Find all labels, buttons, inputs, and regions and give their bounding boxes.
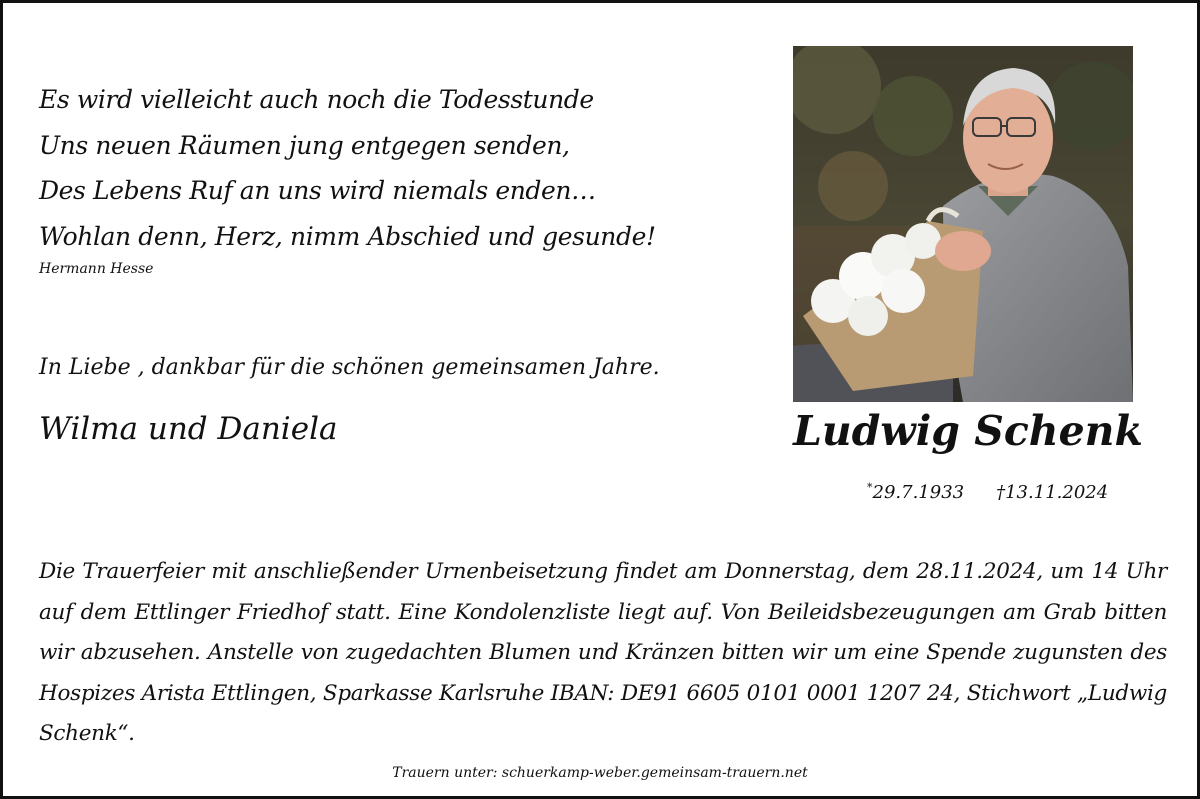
funeral-notice: Die Trauerfeier mit anschließender Urnenbeisetzung findet am Donnerstag, dem 28.11.2024, um 14 Uhr auf dem Ettlinger Friedhof statt. Eine Kondolenzliste liegt auf. Von Beileidsbezeugungen am Grab bitten wir abzusehen. Anstelle von zugedachten Blumen und Kränzen bitten wir um eine Spende zugunsten des Hospizes Arista Ettlingen, Sparkasse Karlsruhe IBAN: DE91 6605 0101 0001 1207 24, Stichwort „Ludwig Schenk“. [39, 559, 1167, 746]
death-symbol: † [996, 482, 1006, 503]
signatories: Wilma und Daniela [39, 411, 338, 447]
deceased-name: Ludwig Schenk [793, 407, 1143, 455]
dedication-text: In Liebe , dankbar für die schönen gemeinsamen Jahre. [39, 355, 660, 380]
poem-line: Wohlan denn, Herz, nimm Abschied und gesunde! [39, 221, 656, 251]
footer-link-text: Trauern unter: schuerkamp-weber.gemeinsam-trauern.net [392, 765, 808, 781]
poem-line: Es wird vielleicht auch noch die Todesstunde [39, 85, 594, 114]
birth-date: 29.7.1933 [872, 482, 965, 503]
birth-symbol: * [867, 481, 873, 494]
life-dates [867, 481, 1108, 503]
poem-line: Uns neuen Räumen jung entgegen senden, [39, 130, 570, 160]
portrait-photo [793, 46, 1133, 402]
poem [39, 77, 759, 259]
poem-line: Des Lebens Ruf an uns wird niemals enden… [39, 176, 596, 205]
death-date: 13.11.2024 [1005, 482, 1109, 503]
poem-author: Hermann Hesse [39, 261, 154, 277]
